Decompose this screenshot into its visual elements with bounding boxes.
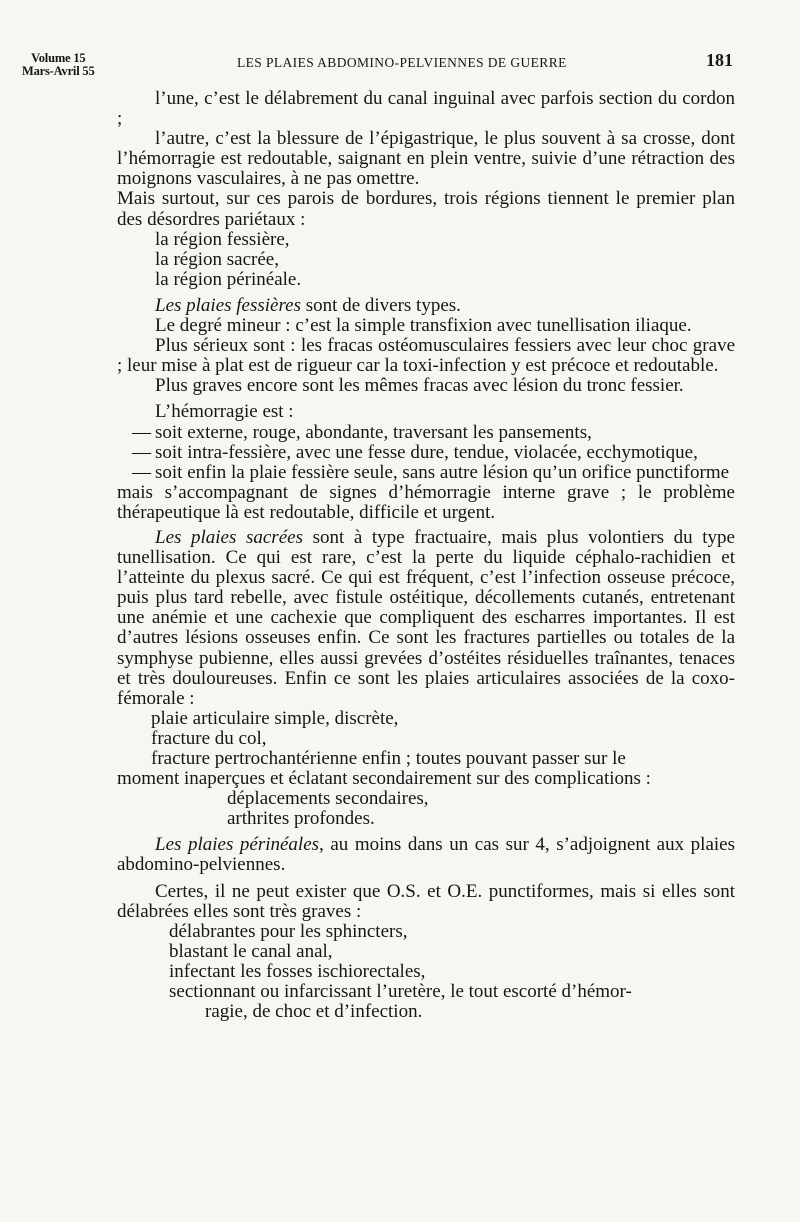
- list-item: arthrites profondes.: [227, 808, 375, 830]
- running-title: LES PLAIES ABDOMINO-PELVIENNES DE GUERRE: [237, 55, 567, 70]
- dash-bullet: —: [132, 461, 151, 483]
- issue-date: Mars-Avril 55: [22, 64, 95, 78]
- list-item: fracture pertrochantérienne enfin ; toutes pouvant passer sur le: [151, 748, 626, 769]
- list-item: plaie articulaire simple, discrète,: [151, 707, 399, 729]
- paragraph: l’une, c’est le délabrement du canal inguinal avec parfois section du cordon ;: [117, 88, 735, 130]
- list-item: la région sacrée,: [155, 248, 279, 270]
- list-item: déplacements secondaires,: [227, 788, 429, 810]
- section-title: Les plaies sacrées: [155, 526, 303, 548]
- list-item: infectant les fosses ischiorectales,: [169, 960, 426, 982]
- list-item: ragie, de choc et d’infection.: [205, 1001, 423, 1023]
- paragraph: Plus sérieux sont : les fracas ostéomusculaires fessiers avec leur choc grave ; leur mise à plat est de rigueur car la toxi-infection y est précoce et redoutable.: [117, 335, 735, 377]
- volume-number: Volume 15: [31, 51, 86, 65]
- paragraph: Les plaies sacrées sont à type fractuaire, mais plus volontiers du type tunellisation. Ce qui est rare, c’est la perte du liquide céphalo-rachidien et l’atteinte du plexus sacré. Ce qui est fréquent, c’est l’infection osseuse précoce, puis plus tard rebelle, avec fistule ostéitique, décollements cutanés, entretenant une anémie et une cachexie que compliquent des escharres importantes. Il est d’autres lésions osseuses enfin. Ce sont les fractures partielles ou totales de la symphyse pubienne, elles aussi grevées d’ostéites résiduelles traînantes, tenaces et très douloureuses. Enfin ce sont les plaies articulaires associées de la coxo-fémorale :: [117, 526, 735, 709]
- list-item: fracture du col,: [151, 727, 267, 749]
- paragraph: moment inaperçues et éclatant secondairement sur des complications :: [117, 768, 651, 790]
- dash-bullet: —: [132, 421, 151, 443]
- list-item: la région périnéale.: [155, 268, 302, 290]
- list-item: blastant le canal anal,: [169, 940, 333, 962]
- list-item: — soit enfin la plaie fessière seule, sans autre lésion qu’un orifice punctiforme: [132, 461, 730, 483]
- dash-bullet: —: [132, 441, 151, 463]
- list-item: — soit intra-fessière, avec une fesse dure, tendue, violacée, ecchymotique,: [132, 441, 698, 463]
- list-item: délabrantes pour les sphincters,: [169, 920, 408, 942]
- paragraph: mais s’accompagnant de signes d’hémorragie interne grave ; le problème thérapeutique là est redoutable, difficile et urgent.: [117, 481, 735, 523]
- list-item: — soit externe, rouge, abondante, traversant les pansements,: [132, 421, 592, 443]
- paragraph: l’autre, c’est la blessure de l’épigastrique, le plus souvent à sa crosse, dont l’hémorragie est redoutable, saignant en plein ventre, suivie d’une rétraction des moignons vasculaires, à ne pas omettre.: [117, 128, 735, 190]
- paragraph: Les plaies fessières sont de divers types.: [155, 294, 461, 316]
- article-body: [117, 89, 735, 1022]
- paragraph: Mais surtout, sur ces parois de bordures, trois régions tiennent le premier plan des désordres pariétaux :: [117, 188, 735, 230]
- section-title: Les plaies périnéales,: [155, 834, 324, 856]
- volume-info: [22, 52, 95, 78]
- section-title: Les plaies fessières: [155, 294, 302, 316]
- list-item: sectionnant ou infarcissant l’uretère, le tout escorté d’hémor-: [169, 981, 632, 1003]
- paragraph: L’hémorragie est :: [155, 401, 294, 423]
- paragraph: Certes, il ne peut exister que O.S. et O.E. punctiformes, mais si elles sont délabrées elles sont très graves :: [117, 880, 735, 922]
- paragraph: Le degré mineur : c’est la simple transfixion avec tunellisation iliaque.: [155, 315, 692, 337]
- page-number: 181: [706, 50, 733, 70]
- list-item: la région fessière,: [155, 228, 290, 250]
- paragraph: Plus graves encore sont les mêmes fracas avec lésion du tronc fessier.: [155, 375, 684, 397]
- paragraph: Les plaies périnéales, au moins dans un cas sur 4, s’adjoignent aux plaies abdomino-pelviennes.: [117, 834, 735, 876]
